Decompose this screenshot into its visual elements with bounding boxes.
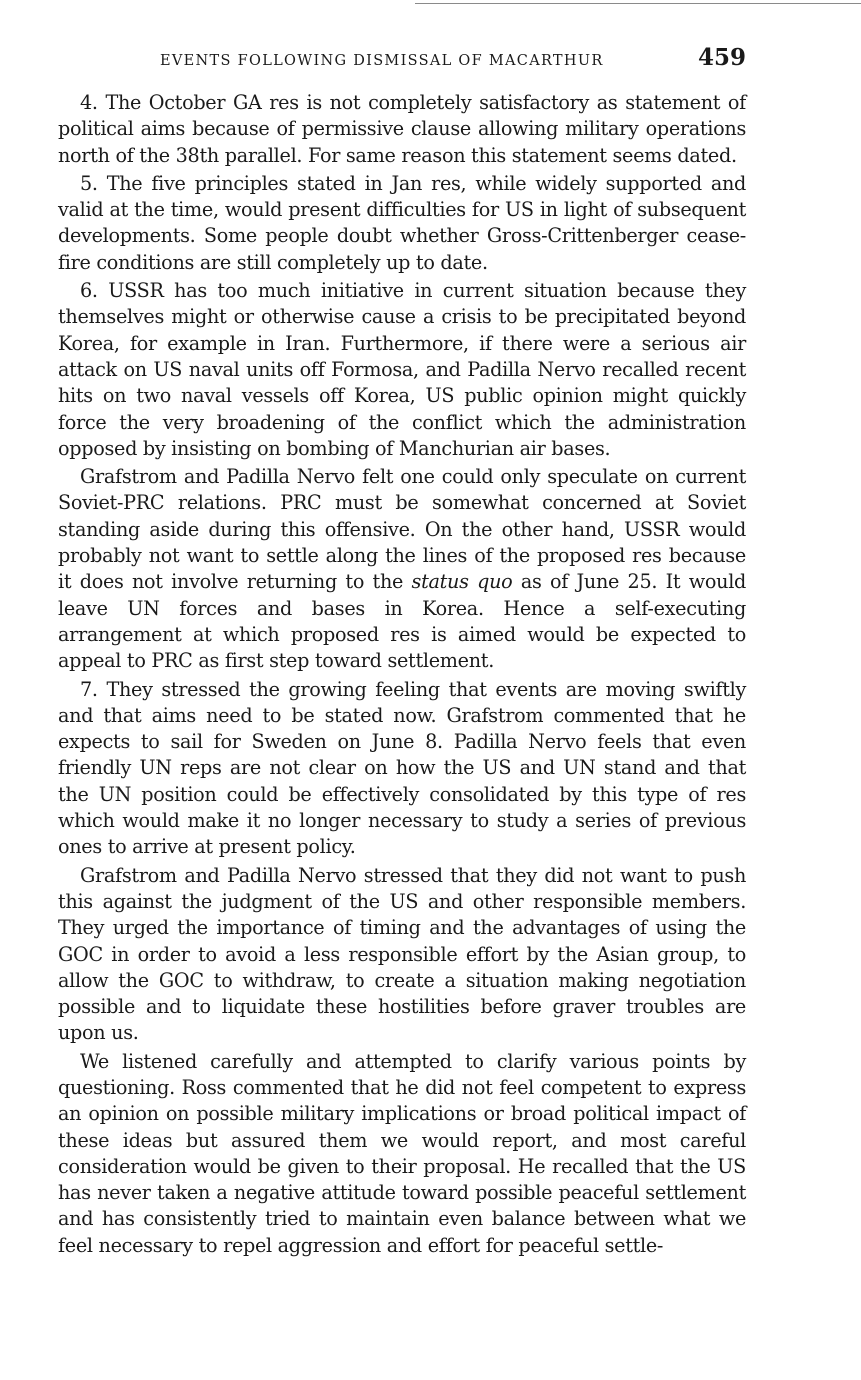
paragraph-timing: Grafstrom and Padilla Nervo stressed that they did not want to push this against the judgment of the US and other responsible members. They urged the importance of timing and the advantages of using the GOC in order to avoid a less responsible effort by the Asian group, to allow the GOC to withdraw, to create a situation making negotiation possible and to liquidate these hostilities before graver troubles are upon us. bbox=[58, 863, 746, 1045]
running-head bbox=[58, 44, 746, 76]
paragraph-point-5: 5. The five principles stated in Jan res, while widely supported and valid at the time, would present difficulties for US in light of subsequent developments. Some people doubt whether Gross-Crittenberger cease-fire conditions are still completely up to date. bbox=[58, 171, 746, 274]
running-title: EVENTS FOLLOWING DISMISSAL OF MACARTHUR bbox=[160, 53, 604, 69]
top-rule bbox=[415, 3, 861, 4]
paragraph-point-4: 4. The October GA res is not completely satisfactory as statement of political aims because of permissive clause allowing military operations north of the 38th parallel. For same reason this statement seems dated. bbox=[58, 91, 746, 167]
status-quo-italic: status quo bbox=[411, 570, 513, 594]
paragraph-point-7: 7. They stressed the growing feeling that events are moving swiftly and that aims need to be stated now. Grafstrom commented that he expects to sail for Sweden on June 8. Padilla Nervo feels that even friendly UN reps are not clear on how the US and UN stand and that the UN position could be effectively consolidated by this type of res which would make it no longer necessary to study a series of previous ones to arrive at present policy. bbox=[58, 677, 746, 859]
paragraph-text-before: Grafstrom and Padilla Nervo felt one could only speculate on current Soviet-PRC relations. PRC must be somewhat concerned at Soviet standing aside during this offensive. On the other hand, USSR would probably not want to settle along the lines of the proposed res because it does not involve returning to the bbox=[58, 465, 746, 594]
paragraph-ross-response: We listened carefully and attempted to clarify various points by questioning. Ross commented that he did not feel competent to express an opinion on possible military implications or broad political impact of these ideas but assured them we would report, and most careful consideration would be given to their proposal. He recalled that the US has never taken a negative attitude toward possible peaceful settlement and has consistently tried to maintain even balance between what we feel necessary to repel aggression and effort for peaceful settle- bbox=[58, 1049, 746, 1257]
paragraph-text-after: as of June 25. It would leave UN forces and bases in Korea. Hence a self-executing arrangement at which proposed res is aimed would be expected to appeal to PRC as first step toward settlement. bbox=[58, 570, 747, 673]
document-page bbox=[58, 44, 746, 1261]
body-text bbox=[58, 90, 746, 1259]
paragraph-point-6: 6. USSR has too much initiative in current situation because they themselves might or otherwise cause a crisis to be precipitated beyond Korea, for example in Iran. Furthermore, if there were a serious air attack on US naval units off Formosa, and Padilla Nervo recalled recent hits on two naval vessels off Korea, US public opinion might quickly force the very broadening of the conflict which the administration opposed by insisting on bombing of Manchurian air bases. bbox=[58, 279, 746, 460]
page-number: 459 bbox=[697, 44, 746, 71]
paragraph-soviet-prc-relations bbox=[58, 464, 746, 674]
